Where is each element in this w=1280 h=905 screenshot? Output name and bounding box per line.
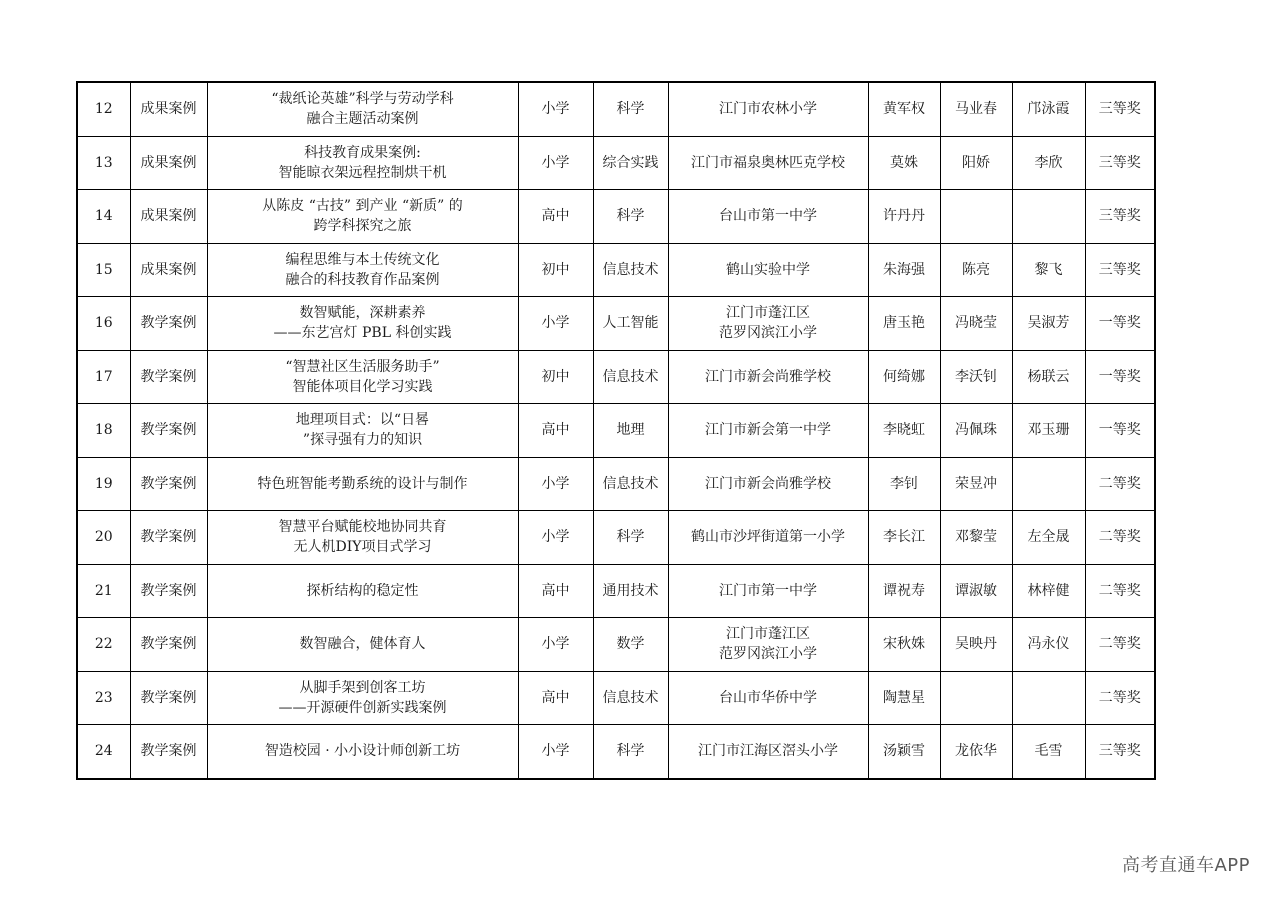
author-3-cell	[1012, 190, 1085, 244]
school-name-line: 江门市新会尚雅学校	[705, 368, 831, 385]
author-2-cell	[940, 671, 1012, 725]
case-title-cell	[207, 618, 518, 672]
author-3-cell	[1012, 457, 1085, 511]
author-1-cell: 何绮娜	[868, 350, 940, 404]
category-cell: 教学案例	[130, 511, 207, 565]
award-cell: 三等奖	[1085, 243, 1155, 297]
school-name-cell	[668, 297, 868, 351]
category-cell: 成果案例	[130, 190, 207, 244]
award-cell: 一等奖	[1085, 350, 1155, 404]
row-number: 12	[77, 82, 130, 136]
subject-cell: 科学	[593, 82, 668, 136]
author-2-cell	[940, 190, 1012, 244]
table-row	[77, 136, 1155, 190]
case-title-cell	[207, 350, 518, 404]
case-title-cell	[207, 404, 518, 458]
case-title-cell	[207, 190, 518, 244]
school-name-line: 江门市新会尚雅学校	[705, 475, 831, 492]
case-title-line: ——开源硬件创新实践案例	[278, 699, 447, 716]
case-title-cell	[207, 511, 518, 565]
school-name-cell	[668, 404, 868, 458]
school-level-cell: 高中	[518, 564, 593, 618]
category-cell: 教学案例	[130, 725, 207, 779]
row-number: 13	[77, 136, 130, 190]
school-level-cell: 小学	[518, 725, 593, 779]
case-title-line: 数智赋能，深耕素养	[299, 305, 426, 322]
table-row	[77, 82, 1155, 136]
author-2-cell: 马业春	[940, 82, 1012, 136]
subject-cell: 科学	[593, 725, 668, 779]
table-row	[77, 671, 1155, 725]
school-level-cell: 高中	[518, 190, 593, 244]
school-name-cell	[668, 82, 868, 136]
school-name-cell	[668, 190, 868, 244]
author-3-cell: 毛雪	[1012, 725, 1085, 779]
author-2-cell: 吴映丹	[940, 618, 1012, 672]
case-title-cell	[207, 457, 518, 511]
category-cell: 成果案例	[130, 243, 207, 297]
subject-cell: 科学	[593, 190, 668, 244]
case-title-line: “智慧社区生活服务助手”	[285, 358, 440, 375]
category-cell: 教学案例	[130, 618, 207, 672]
school-name-line: 江门市新会第一中学	[705, 422, 831, 439]
case-title-line: 地理项目式：以“日晷	[295, 412, 430, 429]
author-2-cell: 阳娇	[940, 136, 1012, 190]
row-number: 16	[77, 297, 130, 351]
case-title-cell	[207, 136, 518, 190]
school-name-line: 江门市第一中学	[719, 582, 817, 599]
row-number: 21	[77, 564, 130, 618]
school-name-cell	[668, 618, 868, 672]
author-3-cell: 左全晟	[1012, 511, 1085, 565]
case-title-cell	[207, 564, 518, 618]
table-row	[77, 350, 1155, 404]
school-name-line: 鹤山实验中学	[726, 261, 810, 278]
author-1-cell: 李钊	[868, 457, 940, 511]
table-row	[77, 404, 1155, 458]
school-name-line: 江门市蓬江区	[726, 305, 810, 322]
case-title-line: 智能晾衣架远程控制烘干机	[278, 164, 447, 181]
school-name-line: 江门市福泉奥林匹克学校	[691, 154, 845, 171]
school-name-line: 江门市江海区滘头小学	[698, 743, 838, 760]
row-number: 14	[77, 190, 130, 244]
author-2-cell: 龙依华	[940, 725, 1012, 779]
case-title-line: ——东艺宫灯 PBL 科创实践	[273, 325, 452, 342]
school-level-cell: 小学	[518, 82, 593, 136]
author-1-cell: 谭祝寿	[868, 564, 940, 618]
author-3-cell: 邓玉珊	[1012, 404, 1085, 458]
category-cell: 教学案例	[130, 350, 207, 404]
table-row	[77, 297, 1155, 351]
school-level-cell: 高中	[518, 404, 593, 458]
school-name-line: 江门市农林小学	[719, 101, 817, 118]
award-cell: 二等奖	[1085, 618, 1155, 672]
case-title-line: 无人机DIY项目式学习	[293, 539, 432, 556]
subject-cell: 综合实践	[593, 136, 668, 190]
row-number: 18	[77, 404, 130, 458]
case-title-line: 特色班智能考勤系统的设计与制作	[257, 475, 468, 492]
case-title-line: 融合主题活动案例	[306, 111, 419, 128]
table-row	[77, 564, 1155, 618]
award-cell: 一等奖	[1085, 404, 1155, 458]
case-title-cell	[207, 725, 518, 779]
category-cell: 教学案例	[130, 564, 207, 618]
school-name-cell	[668, 350, 868, 404]
school-level-cell: 小学	[518, 511, 593, 565]
case-title-line: 科技教育成果案例:	[304, 144, 421, 161]
author-2-cell: 陈亮	[940, 243, 1012, 297]
case-title-line: 融合的科技教育作品案例	[285, 271, 440, 288]
case-title-cell	[207, 243, 518, 297]
author-1-cell: 陶慧星	[868, 671, 940, 725]
school-level-cell: 小学	[518, 136, 593, 190]
author-3-cell: 杨联云	[1012, 350, 1085, 404]
author-1-cell: 李长江	[868, 511, 940, 565]
school-level-cell: 初中	[518, 243, 593, 297]
row-number: 15	[77, 243, 130, 297]
table-body	[77, 82, 1155, 779]
subject-cell: 信息技术	[593, 671, 668, 725]
case-title-line: 智能体项目化学习实践	[292, 378, 433, 395]
category-cell: 教学案例	[130, 671, 207, 725]
case-title-line: 编程思维与本土传统文化	[285, 251, 440, 268]
author-2-cell: 冯佩珠	[940, 404, 1012, 458]
case-title-cell	[207, 82, 518, 136]
row-number: 17	[77, 350, 130, 404]
award-table	[76, 81, 1156, 780]
category-cell: 成果案例	[130, 136, 207, 190]
school-level-cell: 小学	[518, 457, 593, 511]
case-title-line: 智造校园 · 小小设计师创新工坊	[264, 743, 461, 760]
author-3-cell	[1012, 671, 1085, 725]
author-1-cell: 许丹丹	[868, 190, 940, 244]
author-2-cell: 谭淑敏	[940, 564, 1012, 618]
row-number: 24	[77, 725, 130, 779]
school-name-cell	[668, 457, 868, 511]
award-cell: 三等奖	[1085, 725, 1155, 779]
award-cell: 二等奖	[1085, 564, 1155, 618]
school-name-cell	[668, 564, 868, 618]
subject-cell: 数学	[593, 618, 668, 672]
school-name-cell	[668, 671, 868, 725]
author-1-cell: 黄军权	[868, 82, 940, 136]
watermark-text: 高考直通车APP	[1121, 855, 1250, 876]
award-cell: 三等奖	[1085, 190, 1155, 244]
school-name-line: 范罗冈滨江小学	[719, 646, 817, 663]
school-level-cell: 小学	[518, 618, 593, 672]
row-number: 22	[77, 618, 130, 672]
subject-cell: 信息技术	[593, 243, 668, 297]
case-title-line: 探析结构的稳定性	[306, 582, 419, 599]
school-name-line: 范罗冈滨江小学	[719, 325, 817, 342]
category-cell: 成果案例	[130, 82, 207, 136]
author-3-cell: 邝泳霞	[1012, 82, 1085, 136]
table-row	[77, 511, 1155, 565]
row-number: 19	[77, 457, 130, 511]
author-3-cell: 吴淑芳	[1012, 297, 1085, 351]
award-cell: 二等奖	[1085, 457, 1155, 511]
school-level-cell: 初中	[518, 350, 593, 404]
award-cell: 三等奖	[1085, 82, 1155, 136]
author-3-cell: 黎飞	[1012, 243, 1085, 297]
school-name-cell	[668, 725, 868, 779]
author-1-cell: 莫姝	[868, 136, 940, 190]
category-cell: 教学案例	[130, 457, 207, 511]
subject-cell: 信息技术	[593, 350, 668, 404]
subject-cell: 人工智能	[593, 297, 668, 351]
subject-cell: 科学	[593, 511, 668, 565]
row-number: 20	[77, 511, 130, 565]
subject-cell: 地理	[593, 404, 668, 458]
case-title-line: 从脚手架到创客工坊	[299, 679, 426, 696]
author-1-cell: 唐玉艳	[868, 297, 940, 351]
subject-cell: 通用技术	[593, 564, 668, 618]
school-name-line: 台山市华侨中学	[719, 689, 817, 706]
case-title-line: 跨学科探究之旅	[313, 218, 412, 235]
award-cell: 三等奖	[1085, 136, 1155, 190]
table-row	[77, 457, 1155, 511]
author-3-cell: 林梓健	[1012, 564, 1085, 618]
award-cell: 二等奖	[1085, 671, 1155, 725]
case-title-cell	[207, 671, 518, 725]
school-name-cell	[668, 136, 868, 190]
author-2-cell: 李沃钊	[940, 350, 1012, 404]
award-cell: 一等奖	[1085, 297, 1155, 351]
case-title-line: 数智融合，健体育人	[299, 636, 426, 653]
category-cell: 教学案例	[130, 404, 207, 458]
author-2-cell: 荣昱冲	[940, 457, 1012, 511]
category-cell: 教学案例	[130, 297, 207, 351]
award-cell: 二等奖	[1085, 511, 1155, 565]
author-1-cell: 朱海强	[868, 243, 940, 297]
author-2-cell: 邓黎莹	[940, 511, 1012, 565]
author-3-cell: 冯永仪	[1012, 618, 1085, 672]
author-1-cell: 宋秋姝	[868, 618, 940, 672]
table-row	[77, 725, 1155, 779]
author-1-cell: 汤颖雪	[868, 725, 940, 779]
school-name-line: 江门市蓬江区	[726, 626, 810, 643]
school-name-cell	[668, 511, 868, 565]
author-1-cell: 李晓虹	[868, 404, 940, 458]
case-title-line: ”探寻强有力的知识	[302, 432, 423, 449]
case-title-line: 智慧平台赋能校地协同共育	[278, 519, 447, 536]
school-name-line: 台山市第一中学	[719, 208, 817, 225]
author-3-cell: 李欣	[1012, 136, 1085, 190]
table-row	[77, 243, 1155, 297]
school-level-cell: 高中	[518, 671, 593, 725]
case-title-cell	[207, 297, 518, 351]
case-title-line: 从陈皮 “古技” 到产业 “新质” 的	[262, 198, 463, 215]
row-number: 23	[77, 671, 130, 725]
table-row	[77, 618, 1155, 672]
school-level-cell: 小学	[518, 297, 593, 351]
table-row	[77, 190, 1155, 244]
author-2-cell: 冯晓莹	[940, 297, 1012, 351]
subject-cell: 信息技术	[593, 457, 668, 511]
school-name-line: 鹤山市沙坪街道第一小学	[691, 529, 845, 546]
school-name-cell	[668, 243, 868, 297]
case-title-line: “裁纸论英雄”科学与劳动学科	[271, 91, 454, 108]
